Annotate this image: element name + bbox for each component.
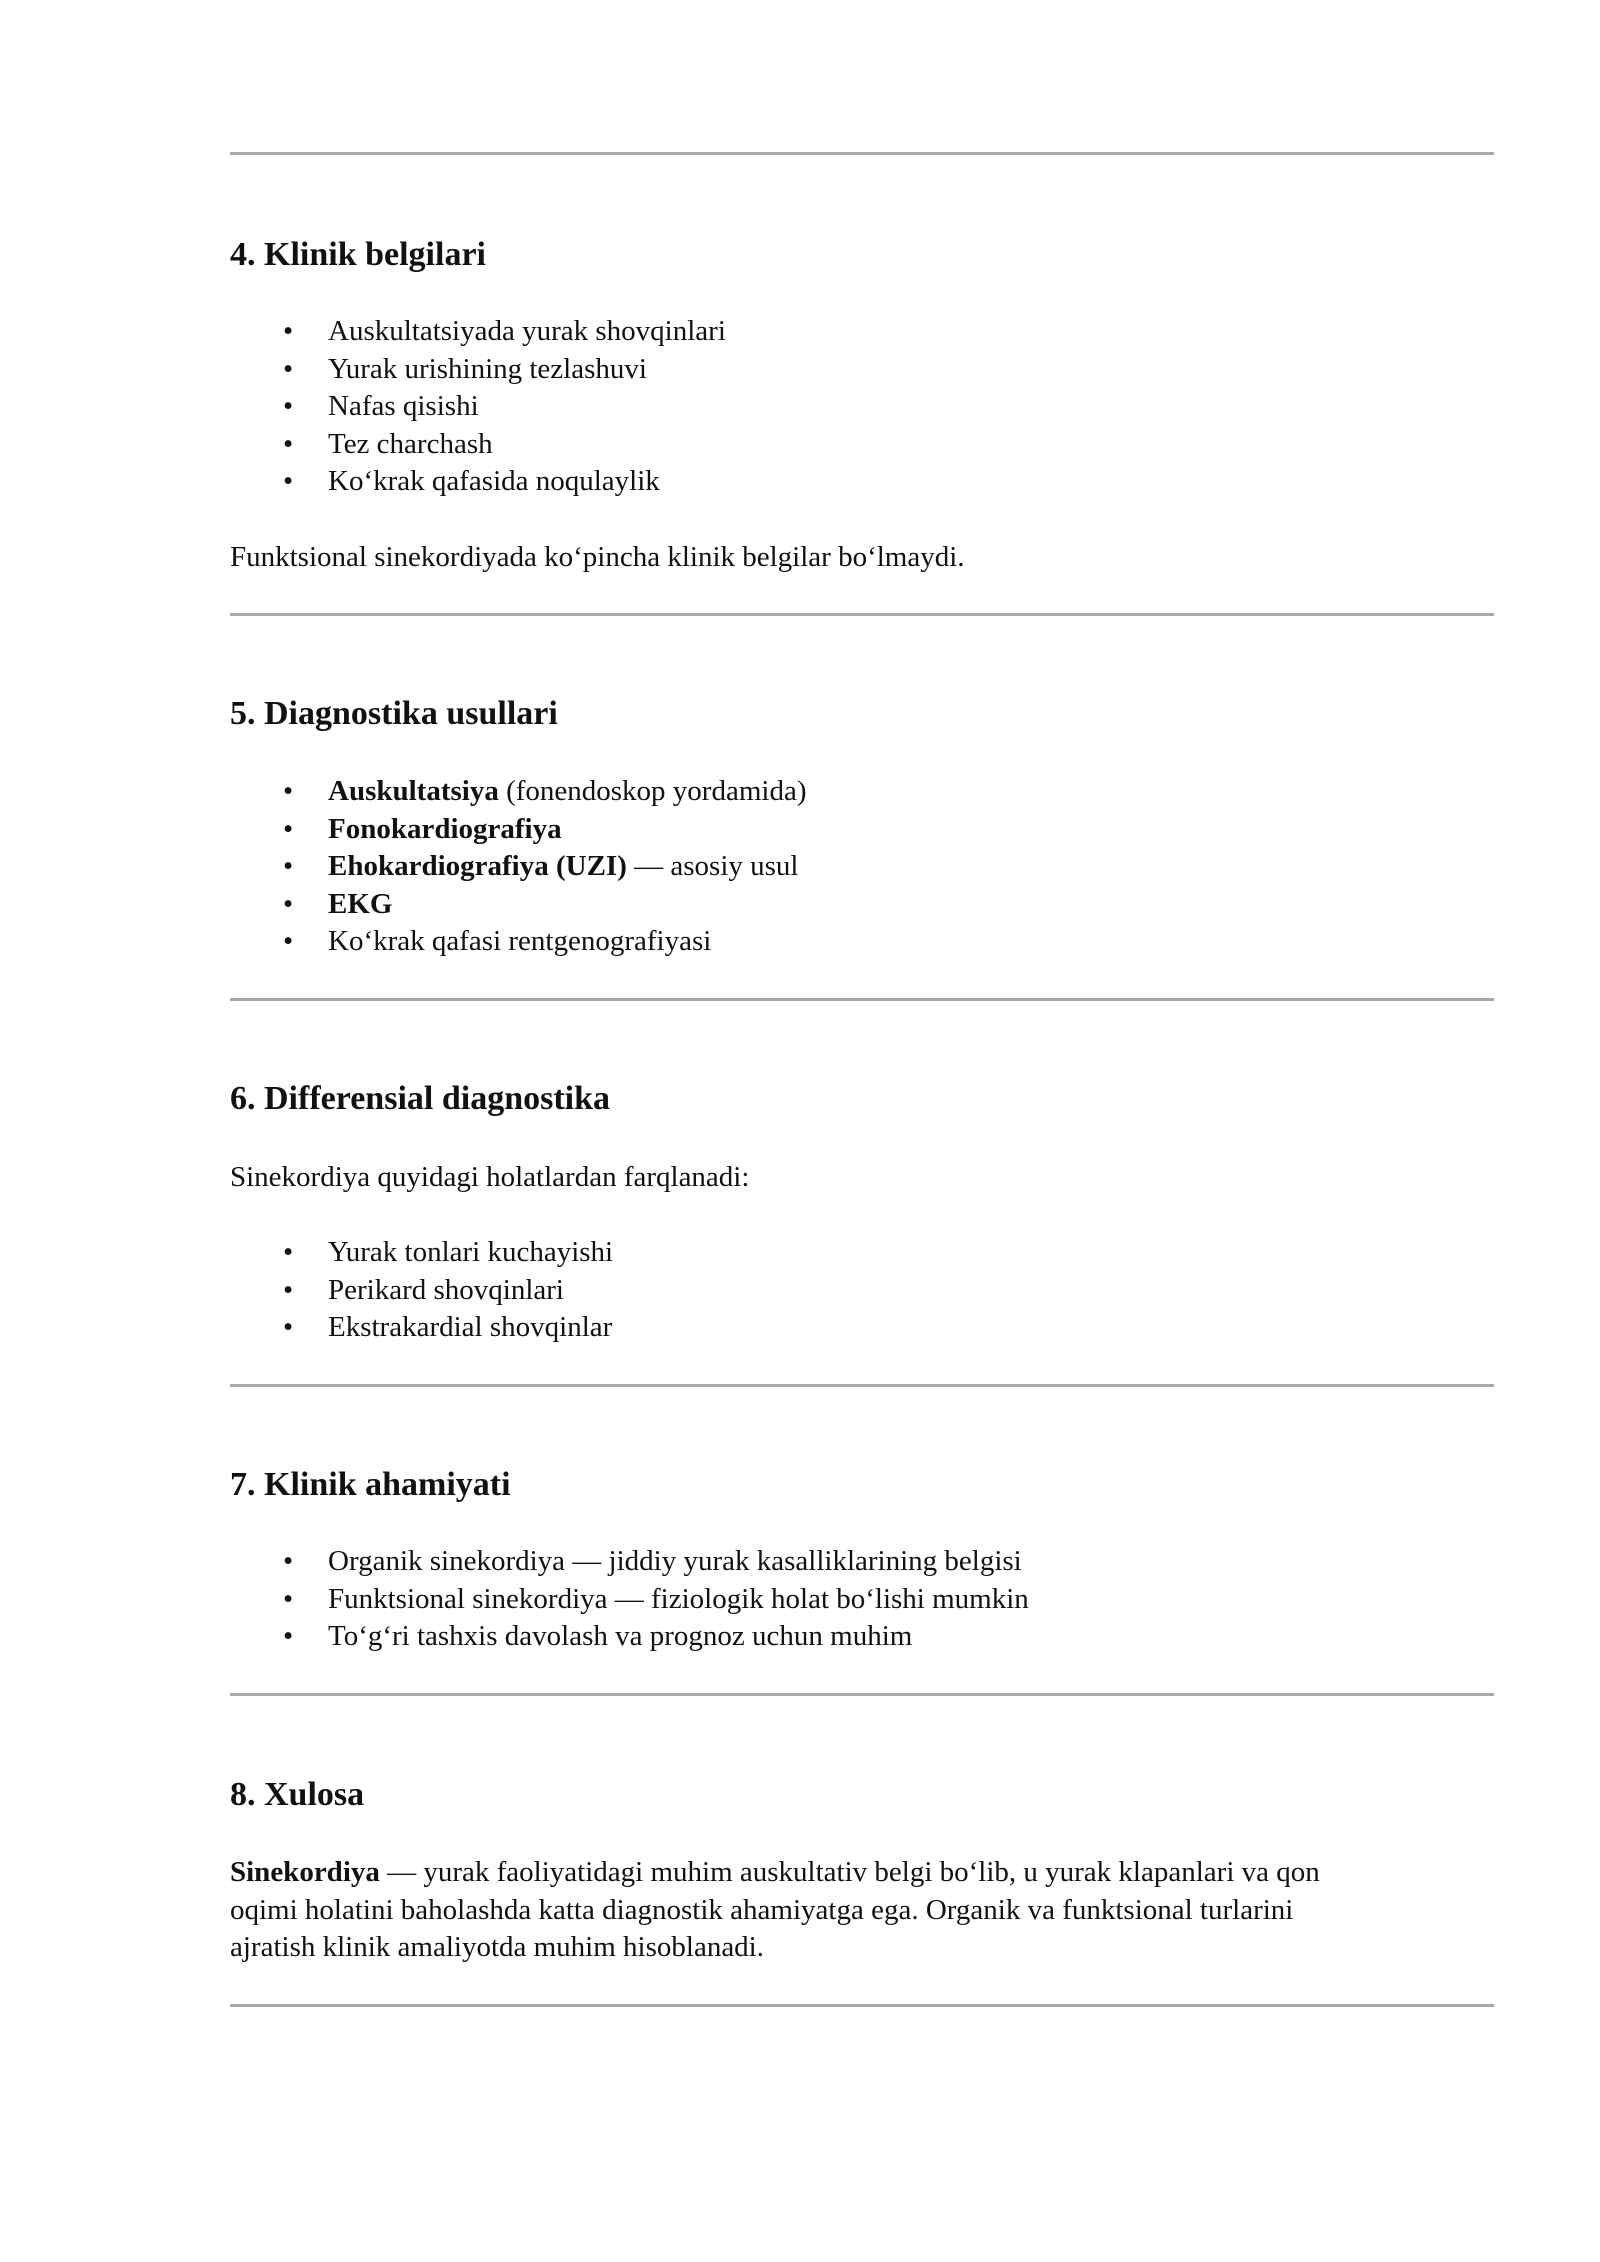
- bullet: •: [283, 1273, 294, 1306]
- bullet: •: [283, 925, 294, 957]
- list-item: • Yurak urishining tezlashuvi: [230, 351, 726, 389]
- section-note: Funktsional sinekordiyada ko‘pincha klinik belgilar bo‘lmaydi.: [230, 541, 965, 573]
- conclusion-line-3: ajratish klinik amaliyotda muhim hisoblanadi.: [230, 1931, 764, 1963]
- list-item: • Ekstrakardial shovqinlar: [230, 1309, 613, 1347]
- horizontal-rule: [230, 152, 1494, 155]
- horizontal-rule: [230, 613, 1494, 616]
- list-item: • To‘g‘ri tashxis davolash va prognoz uchun muhim: [230, 1618, 1029, 1656]
- symptoms-list: [230, 313, 726, 501]
- differential-list: [230, 1234, 613, 1347]
- list-item: • Fonokardiografiya: [230, 811, 806, 849]
- section-heading-xulosa: 8. Xulosa: [230, 1776, 365, 1813]
- list-item: • Auskultatsiyada yurak shovqinlari: [230, 313, 726, 351]
- bullet: •: [283, 352, 294, 385]
- bullet: •: [283, 1236, 294, 1268]
- section-heading-klinik-belgilari: 4. Klinik belgilari: [230, 236, 486, 273]
- bullet: •: [283, 465, 294, 497]
- list-item: • Ehokardiografiya (UZI) — asosiy usul: [230, 848, 806, 886]
- diagnostics-list: [230, 773, 806, 961]
- horizontal-rule: [230, 1693, 1494, 1696]
- bullet: •: [283, 850, 294, 882]
- section-heading-diagnostika-usullari: 5. Diagnostika usullari: [230, 695, 558, 732]
- list-item: • Organik sinekordiya — jiddiy yurak kasalliklarining belgisi: [230, 1543, 1029, 1581]
- list-item: • Ko‘krak qafasida noqulaylik: [230, 463, 726, 501]
- section-intro: Sinekordiya quyidagi holatlardan farqlanadi:: [230, 1161, 750, 1193]
- list-item: • Ko‘krak qafasi rentgenografiyasi: [230, 923, 806, 961]
- horizontal-rule: [230, 1384, 1494, 1387]
- section-heading-klinik-ahamiyati: 7. Klinik ahamiyati: [230, 1466, 511, 1503]
- bullet: •: [283, 1620, 294, 1652]
- list-item: • Auskultatsiya (fonendoskop yordamida): [230, 773, 806, 811]
- conclusion-line-1: Sinekordiya — yurak faoliyatidagi muhim auskultativ belgi bo‘lib, u yurak klapanlari va qon: [230, 1856, 1320, 1888]
- list-item: • Nafas qisishi: [230, 388, 726, 426]
- bullet: •: [283, 390, 294, 422]
- bullet: •: [283, 427, 294, 460]
- list-item: • Perikard shovqinlari: [230, 1272, 613, 1310]
- significance-list: [230, 1543, 1029, 1656]
- list-item: • EKG: [230, 886, 806, 924]
- list-item: • Yurak tonlari kuchayishi: [230, 1234, 613, 1272]
- bullet: •: [283, 812, 294, 845]
- section-heading-differensial-diagnostika: 6. Differensial diagnostika: [230, 1080, 611, 1117]
- horizontal-rule: [230, 2004, 1494, 2007]
- bullet: •: [283, 315, 294, 347]
- bullet: •: [283, 1311, 294, 1343]
- bullet: •: [283, 1582, 294, 1615]
- conclusion-line-2: oqimi holatini baholashda katta diagnostik ahamiyatga ega. Organik va funktsional turlarini: [230, 1893, 1294, 1926]
- bullet: •: [283, 887, 294, 920]
- conclusion-paragraph: [230, 1854, 1320, 1967]
- bullet: •: [283, 775, 294, 807]
- list-item: • Funktsional sinekordiya — fiziologik holat bo‘lishi mumkin: [230, 1581, 1029, 1619]
- list-item: • Tez charchash: [230, 426, 726, 464]
- bullet: •: [283, 1545, 294, 1577]
- horizontal-rule: [230, 998, 1494, 1001]
